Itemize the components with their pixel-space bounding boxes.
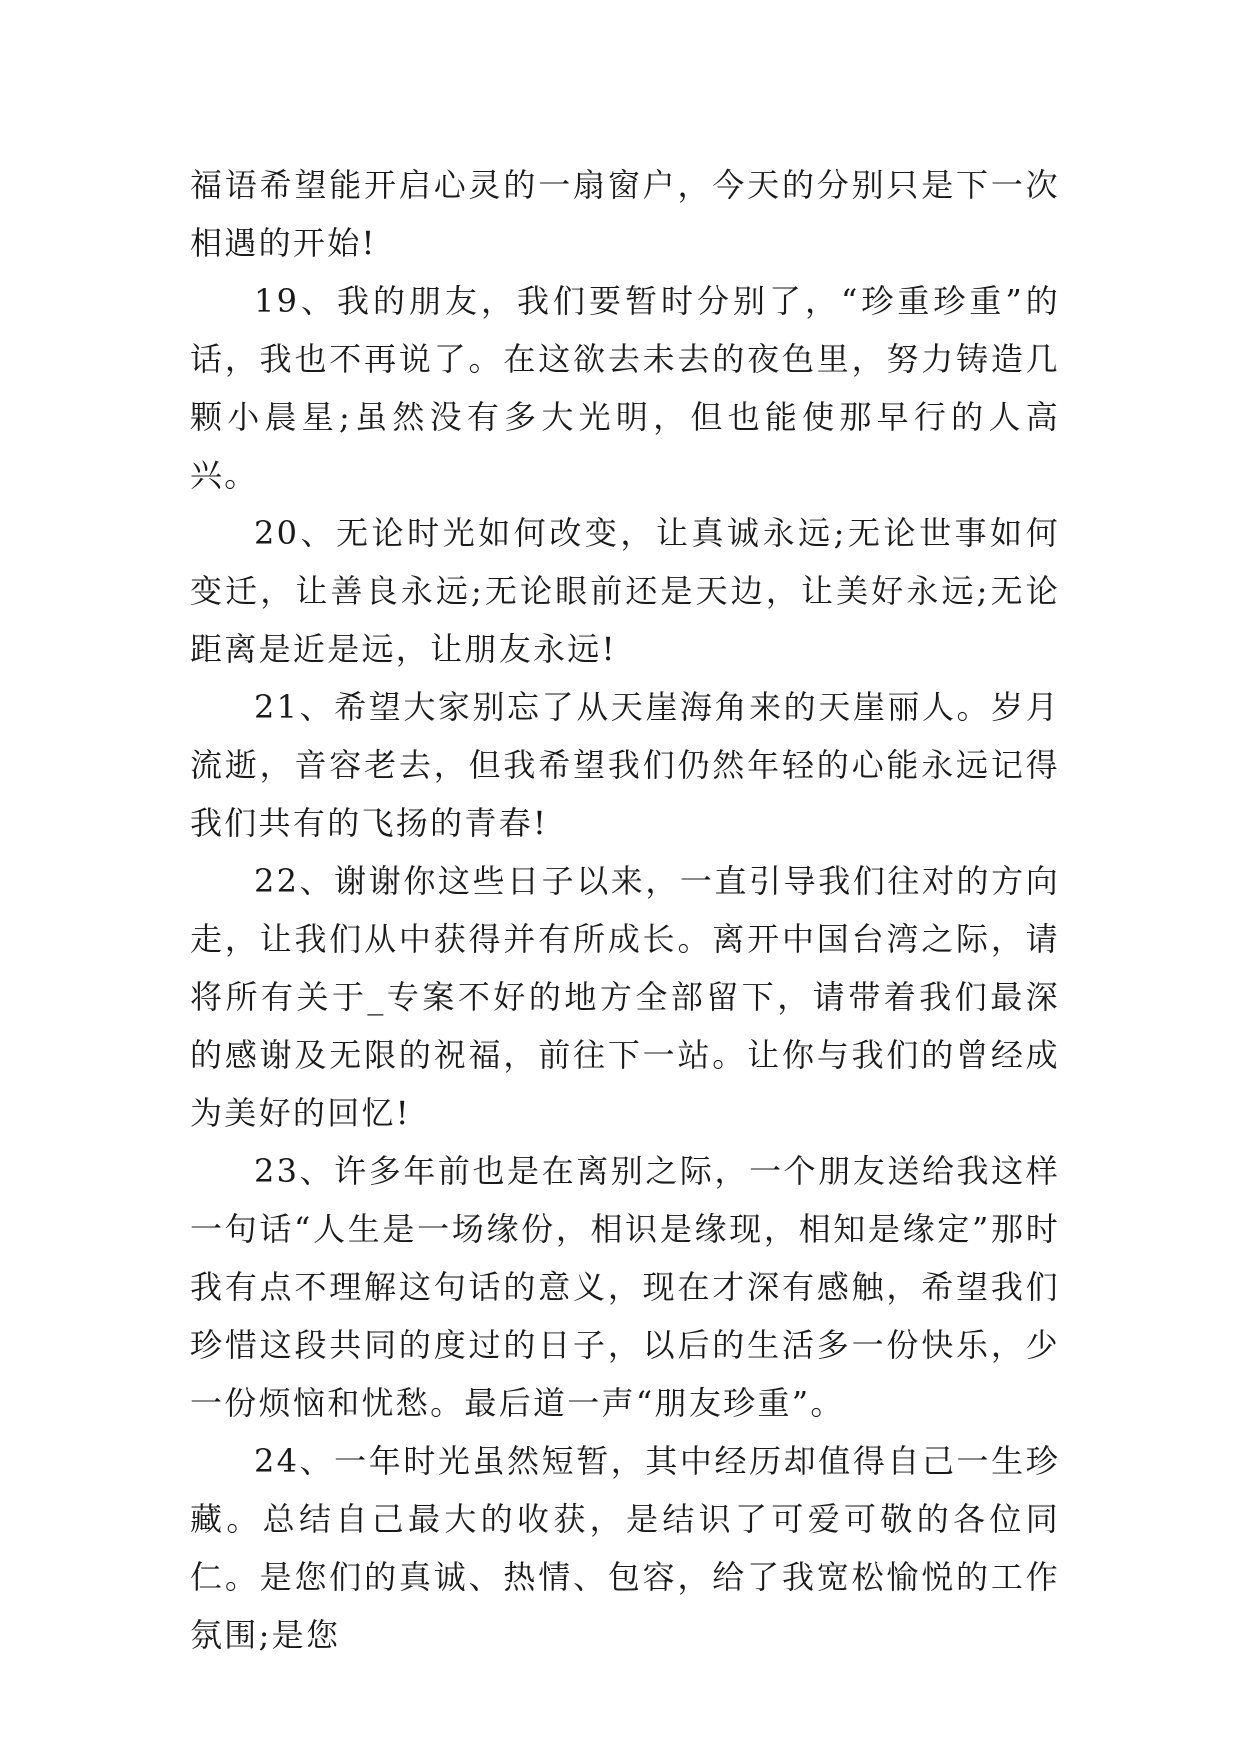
paragraph-21: 21、希望大家别忘了从天崖海角来的天崖丽人。岁月流逝，音容老去，但我希望我们仍然年轻的心能永远记得我们共有的飞扬的青春! (190, 688, 1060, 842)
document-body (190, 156, 1060, 1664)
paragraph-24: 24、一年时光虽然短暂，其中经历却值得自己一生珍藏。总结自己最大的收获，是结识了可爱可敬的各位同仁。是您们的真诚、热情、包容，给了我宽松愉悦的工作氛围;是您 (190, 1442, 1060, 1654)
paragraph-19: 19、我的朋友，我们要暂时分别了，“珍重珍重”的话，我也不再说了。在这欲去未去的夜色里，努力铸造几颗小晨星;虽然没有多大光明，但也能使那早行的人高兴。 (190, 282, 1060, 494)
paragraph-23: 23、许多年前也是在离别之际，一个朋友送给我这样一句话“人生是一场缘份，相识是缘现，相知是缘定”那时我有点不理解这句话的意义，现在才深有感触，希望我们珍惜这段共同的度过的日子，以后的生活多一份快乐，少一份烦恼和忧愁。最后道一声“朋友珍重”。 (190, 1152, 1060, 1422)
paragraph-22: 22、谢谢你这些日子以来，一直引导我们往对的方向走，让我们从中获得并有所成长。离开中国台湾之际，请将所有关于_专案不好的地方全部留下，请带着我们最深的感谢及无限的祝福，前往下一站。让你与我们的曾经成为美好的回忆! (190, 862, 1060, 1132)
paragraph-18-continued: 福语希望能开启心灵的一扇窗户，今天的分别只是下一次相遇的开始! (190, 166, 1060, 262)
paragraph-20: 20、无论时光如何改变，让真诚永远;无论世事如何变迁，让善良永远;无论眼前还是天边，让美好永远;无论距离是近是远，让朋友永远! (190, 514, 1060, 668)
